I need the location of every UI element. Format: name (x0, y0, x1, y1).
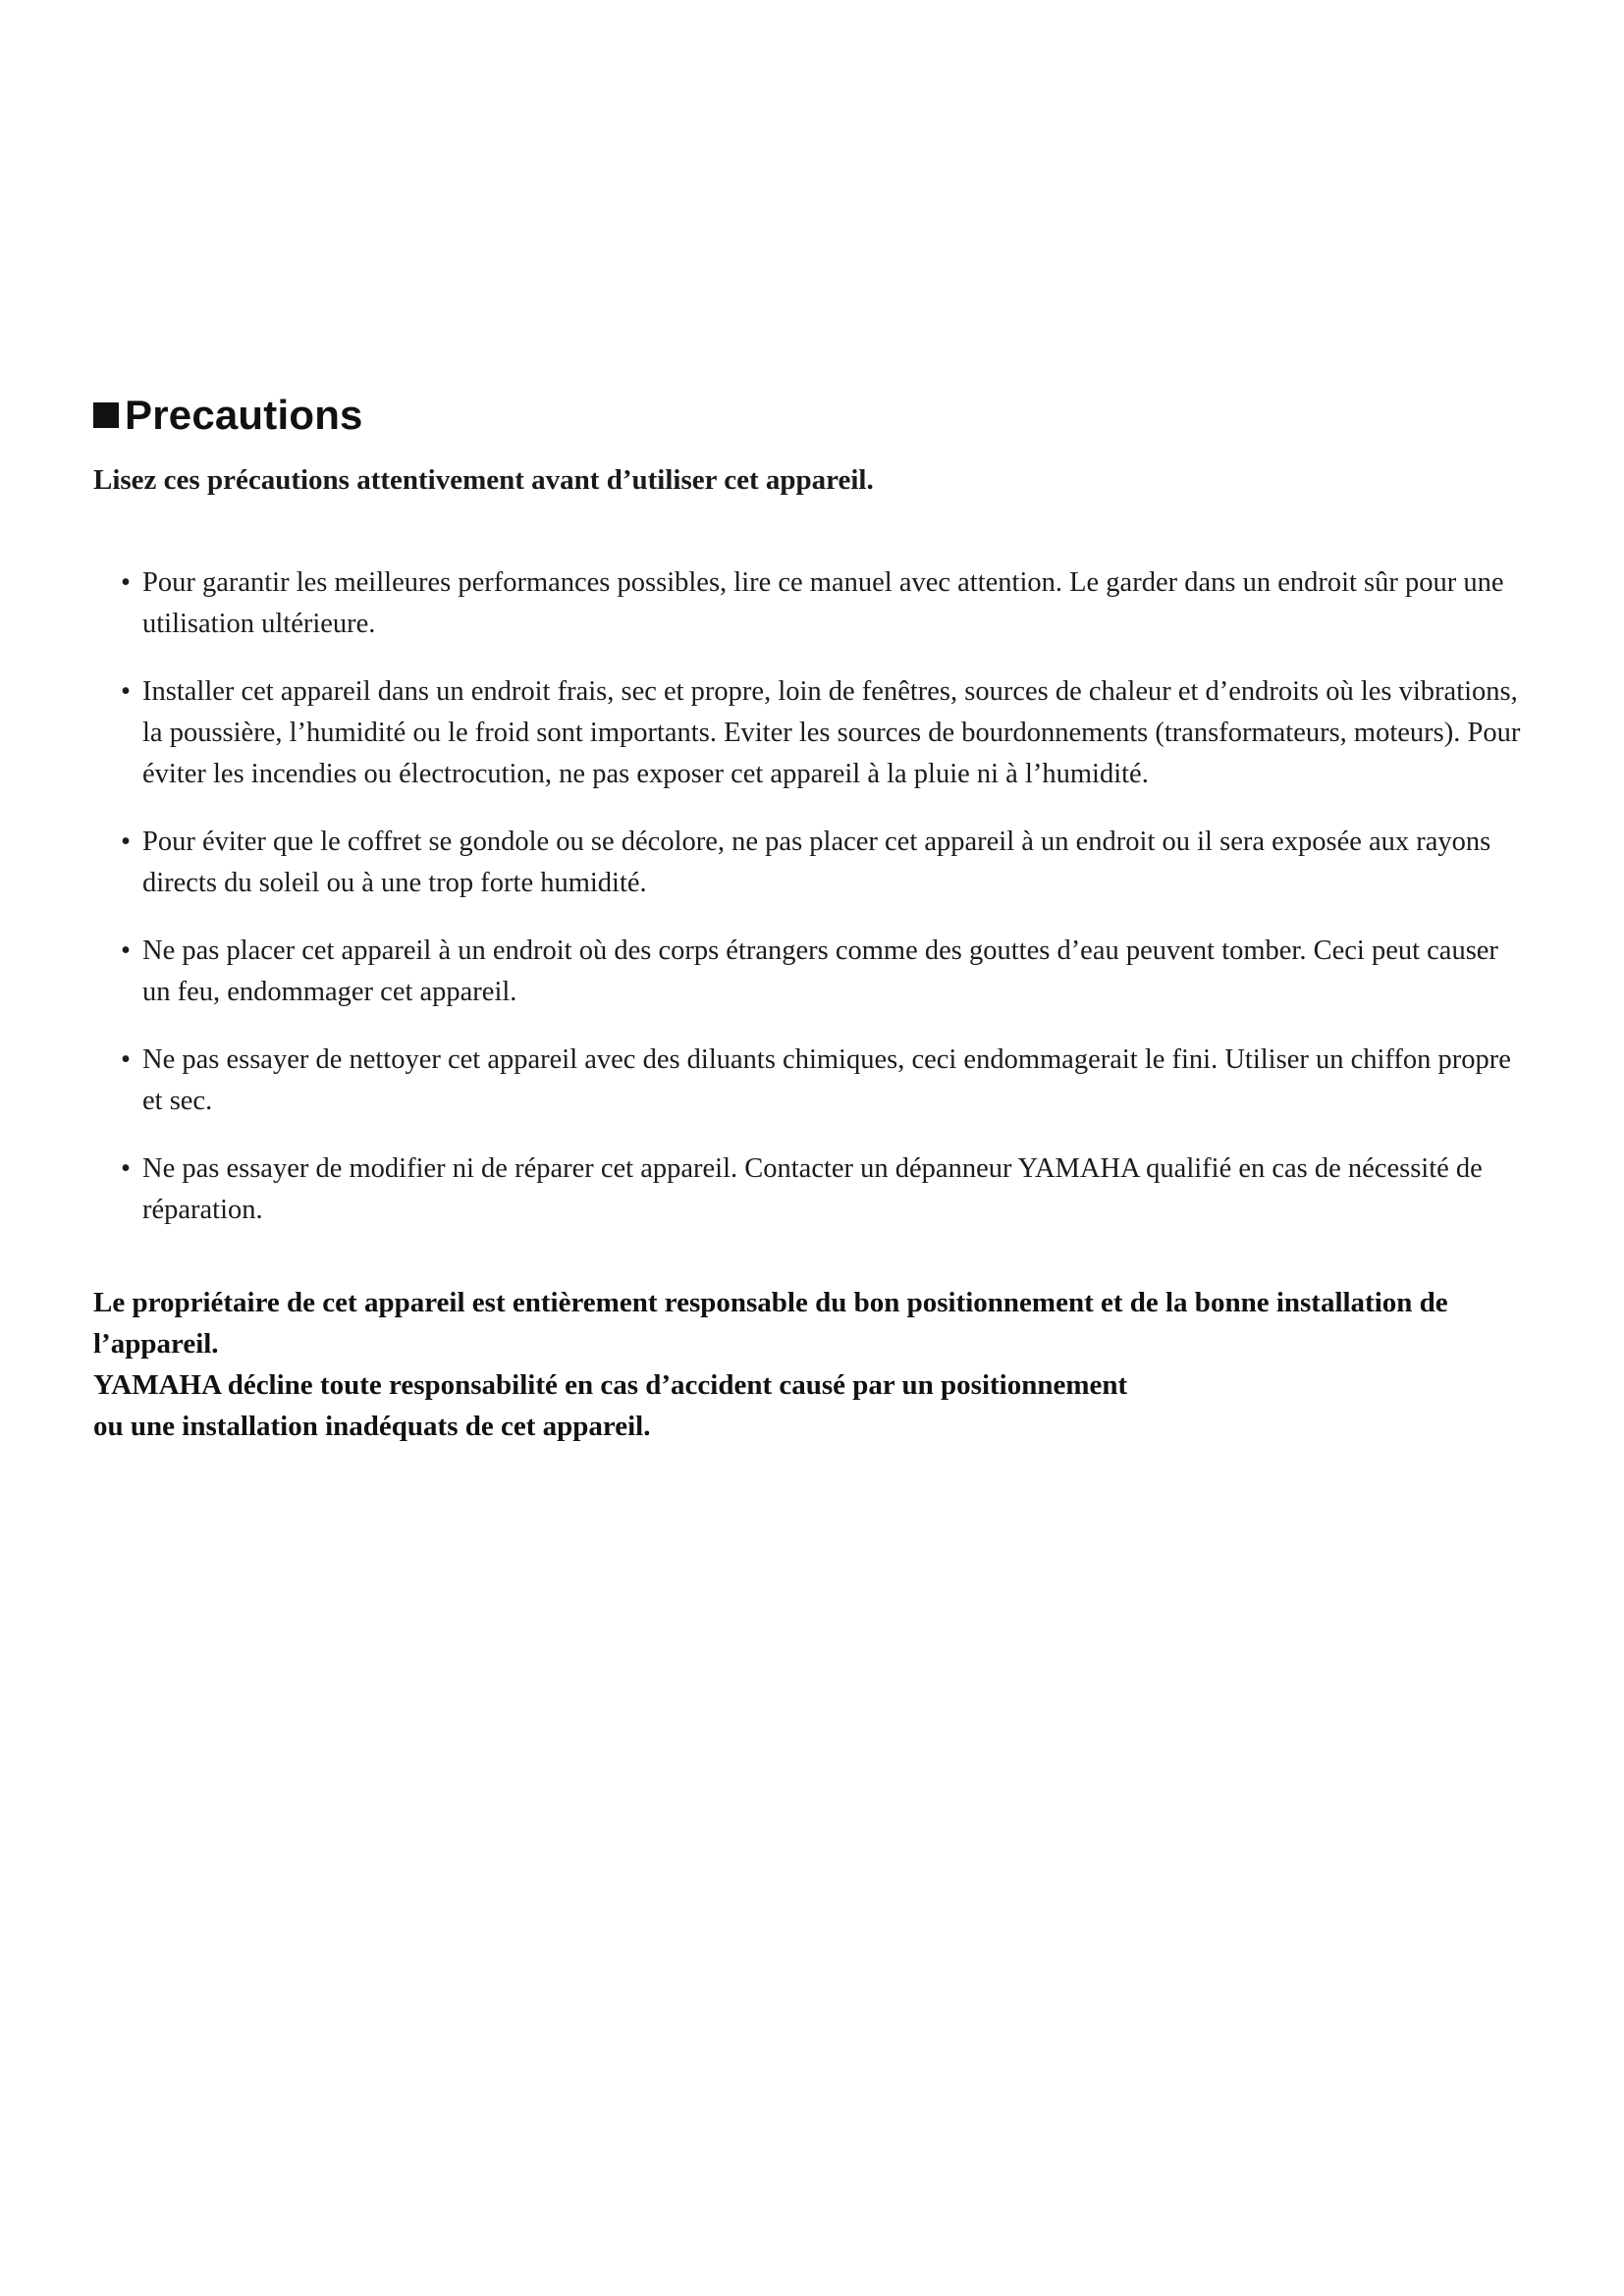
section-title: Precautions (125, 392, 363, 438)
list-item-text: Pour garantir les meilleures performances possibles, lire ce manuel avec attention. Le garder dans un endroit sûr pour une utilisation ultérieure. (142, 566, 1504, 639)
bullet-icon: • (121, 1152, 131, 1184)
bullet-icon: • (121, 566, 131, 598)
list-item (93, 671, 1527, 795)
list-item-text: Ne pas placer cet appareil à un endroit où des corps étrangers comme des gouttes d’eau peuvent tomber. Ceci peut causer un feu, endommager cet appareil. (142, 934, 1498, 1007)
bullet-icon: • (121, 826, 131, 857)
list-item (93, 1040, 1527, 1122)
section-heading (93, 388, 1527, 443)
list-item (93, 562, 1527, 645)
list-item-text: Installer cet appareil dans un endroit frais, sec et propre, loin de fenêtres, sources de chaleur et d’endroits où les vibrations, la poussière, l’humidité ou le froid sont importants. Eviter les sources de bourdonnements (transformateurs, moteurs). Pour éviter les incendies ou électrocution, ne pas exposer cet appareil à la pluie ni à l’humidité. (142, 675, 1521, 789)
list-item-text: Ne pas essayer de nettoyer cet appareil avec des diluants chimiques, ceci endommagerait le fini. Utiliser un chiffon propre et sec. (142, 1043, 1511, 1116)
list-item-text: Pour éviter que le coffret se gondole ou se décolore, ne pas placer cet appareil à un endroit ou il sera exposée aux rayons directs du soleil ou à une trop forte humidité. (142, 826, 1491, 898)
document-page (93, 388, 1527, 1447)
bullet-icon: • (121, 1043, 131, 1075)
bullet-icon: • (121, 675, 131, 707)
bullet-icon: • (121, 934, 131, 966)
list-item (93, 822, 1527, 904)
list-item (93, 931, 1527, 1013)
list-item (93, 1148, 1527, 1231)
responsibility-notice (93, 1282, 1527, 1447)
yamaha-disclaimer-line-2: ou une installation inadéquats de cet appareil. (93, 1410, 651, 1442)
square-bullet-icon (93, 402, 119, 428)
yamaha-disclaimer-line-1: YAMAHA décline toute responsabilité en cas d’accident causé par un positionnement (93, 1368, 1128, 1401)
owner-responsibility-text: Le propriétaire de cet appareil est entièrement responsable du bon positionnement et de la bonne installation de l’appareil. (93, 1286, 1448, 1360)
precautions-list (93, 562, 1527, 1231)
section-subtitle: Lisez ces précautions attentivement avant d’utiliser cet appareil. (93, 464, 874, 496)
list-item-text: Ne pas essayer de modifier ni de réparer cet appareil. Contacter un dépanneur YAMAHA qualifié en cas de nécessité de réparation. (142, 1152, 1483, 1225)
